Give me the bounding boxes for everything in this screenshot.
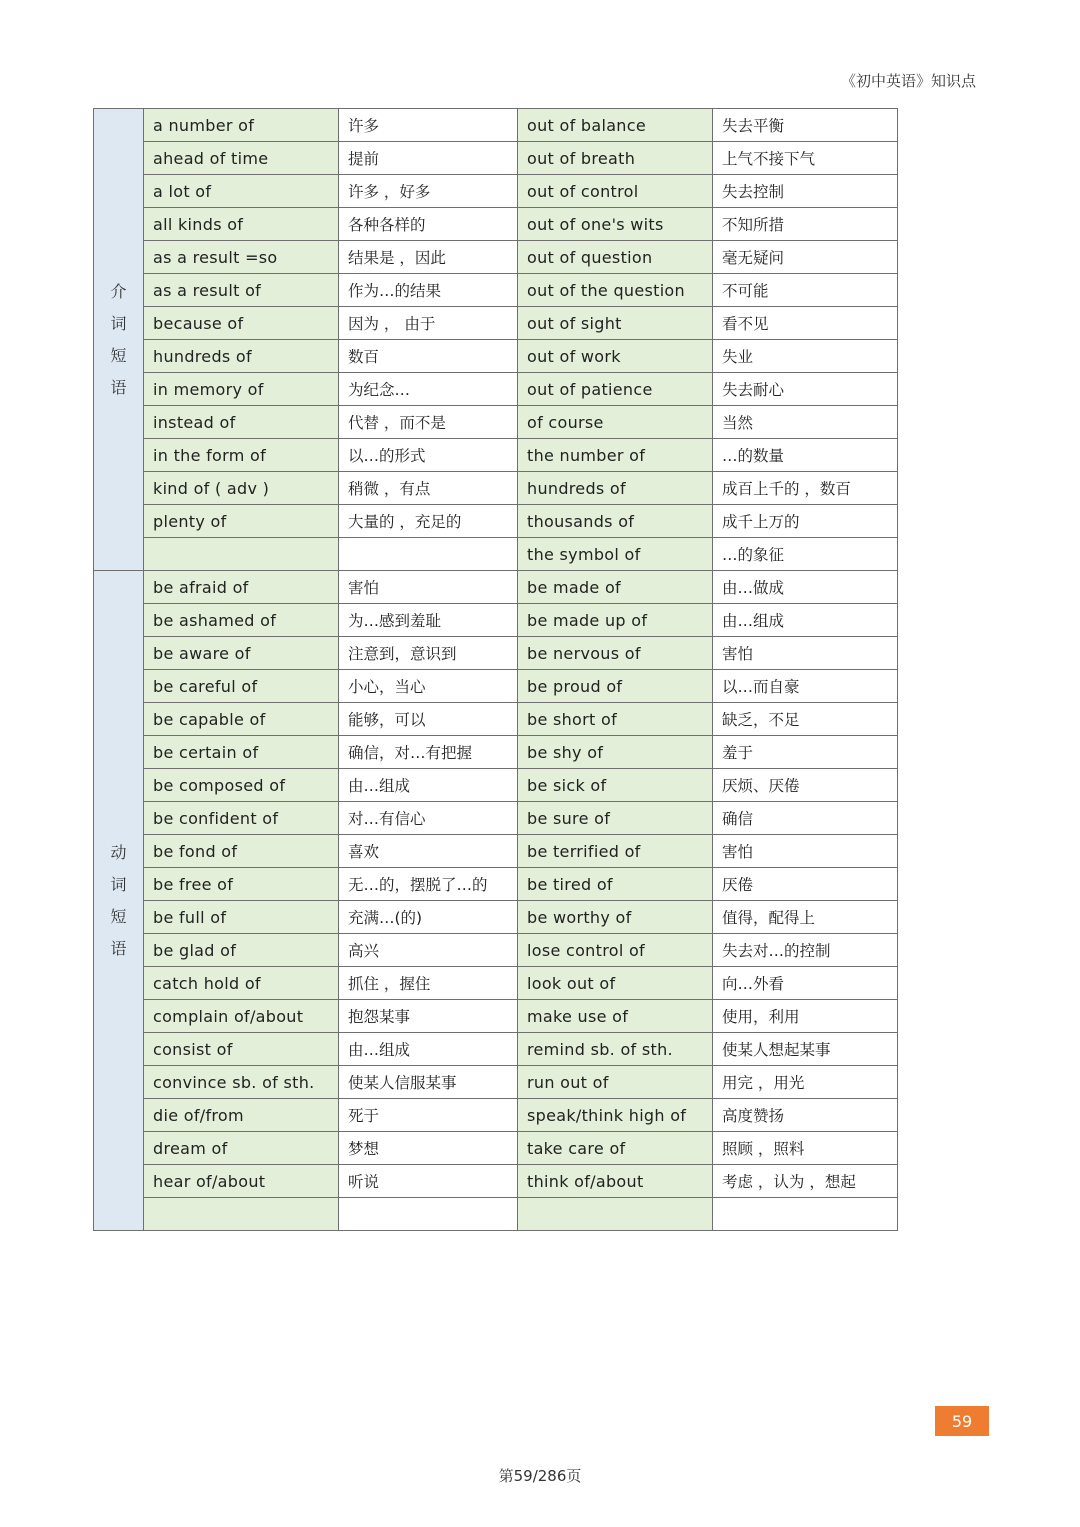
- phrase-left: be full of: [144, 901, 339, 934]
- phrase-right: out of patience: [518, 373, 713, 406]
- phrase-left: be glad of: [144, 934, 339, 967]
- meaning-left: 无…的，摆脱了…的: [339, 868, 518, 901]
- meaning-right: 由…做成: [713, 571, 898, 604]
- phrase-right: speak/think high of: [518, 1099, 713, 1132]
- meaning-right: 毫无疑问: [713, 241, 898, 274]
- table-row: [94, 505, 898, 538]
- vocabulary-table: [93, 108, 898, 1231]
- phrase-left: because of: [144, 307, 339, 340]
- meaning-right: 成百上千的 ，数百: [713, 472, 898, 505]
- meaning-left: 作为…的结果: [339, 274, 518, 307]
- meaning-left: 许多 ，好多: [339, 175, 518, 208]
- meaning-right: 高度赞扬: [713, 1099, 898, 1132]
- phrase-right: run out of: [518, 1066, 713, 1099]
- phrase-left: be fond of: [144, 835, 339, 868]
- meaning-right: 看不见: [713, 307, 898, 340]
- table-row: [94, 1099, 898, 1132]
- table-row: [94, 670, 898, 703]
- meaning-right: …的象征: [713, 538, 898, 571]
- table-row: [94, 736, 898, 769]
- phrase-right: out of the question: [518, 274, 713, 307]
- phrase-left: [144, 1198, 339, 1231]
- phrase-right: the number of: [518, 439, 713, 472]
- meaning-left: 许多: [339, 109, 518, 142]
- phrase-right: thousands of: [518, 505, 713, 538]
- meaning-right: 缺乏，不足: [713, 703, 898, 736]
- table-row: [94, 571, 898, 604]
- phrase-left: be ashamed of: [144, 604, 339, 637]
- table-row: [94, 274, 898, 307]
- table-row: [94, 175, 898, 208]
- meaning-left: 提前: [339, 142, 518, 175]
- phrase-right: be proud of: [518, 670, 713, 703]
- phrase-right: out of work: [518, 340, 713, 373]
- meaning-left: 害怕: [339, 571, 518, 604]
- table-row: [94, 1066, 898, 1099]
- meaning-right: 当然: [713, 406, 898, 439]
- phrase-left: be certain of: [144, 736, 339, 769]
- table-row: [94, 1000, 898, 1033]
- phrase-right: lose control of: [518, 934, 713, 967]
- phrase-right: out of balance: [518, 109, 713, 142]
- table-row: [94, 307, 898, 340]
- meaning-right: 成千上万的: [713, 505, 898, 538]
- meaning-left: 由…组成: [339, 1033, 518, 1066]
- meaning-right: 失业: [713, 340, 898, 373]
- meaning-right: 害怕: [713, 637, 898, 670]
- meaning-left: 结果是 ，因此: [339, 241, 518, 274]
- meaning-right: 不知所措: [713, 208, 898, 241]
- table-row: [94, 208, 898, 241]
- table-row: [94, 142, 898, 175]
- table-row: [94, 637, 898, 670]
- table-row: [94, 538, 898, 571]
- phrase-left: complain of/about: [144, 1000, 339, 1033]
- meaning-right: 使某人想起某事: [713, 1033, 898, 1066]
- table-row: [94, 373, 898, 406]
- phrase-right: be nervous of: [518, 637, 713, 670]
- table-row: [94, 241, 898, 274]
- phrase-left: in memory of: [144, 373, 339, 406]
- phrase-right: be sure of: [518, 802, 713, 835]
- meaning-right: 失去对…的控制: [713, 934, 898, 967]
- meaning-left: 梦想: [339, 1132, 518, 1165]
- phrase-right: look out of: [518, 967, 713, 1000]
- phrase-right: be sick of: [518, 769, 713, 802]
- phrase-right: hundreds of: [518, 472, 713, 505]
- meaning-right: 厌烦、厌倦: [713, 769, 898, 802]
- page-footer: 第59/286页: [498, 1467, 582, 1485]
- group-label-text: 动词短语: [110, 842, 127, 958]
- phrase-left: catch hold of: [144, 967, 339, 1000]
- meaning-left: 抱怨某事: [339, 1000, 518, 1033]
- phrase-right: take care of: [518, 1132, 713, 1165]
- meaning-left: 各种各样的: [339, 208, 518, 241]
- meaning-left: [339, 1198, 518, 1231]
- meaning-left: [339, 538, 518, 571]
- meaning-right: 以…而自豪: [713, 670, 898, 703]
- phrase-left: a lot of: [144, 175, 339, 208]
- phrase-left: ahead of time: [144, 142, 339, 175]
- phrase-right: make use of: [518, 1000, 713, 1033]
- phrase-right: out of sight: [518, 307, 713, 340]
- phrase-right: out of one's wits: [518, 208, 713, 241]
- meaning-left: 注意到，意识到: [339, 637, 518, 670]
- table-row: [94, 769, 898, 802]
- meaning-right: 失去控制: [713, 175, 898, 208]
- meaning-left: 对…有信心: [339, 802, 518, 835]
- meaning-left: 以…的形式: [339, 439, 518, 472]
- meaning-right: 考虑 ，认为 ，想起: [713, 1165, 898, 1198]
- meaning-left: 因为 ， 由于: [339, 307, 518, 340]
- meaning-left: 能够，可以: [339, 703, 518, 736]
- phrase-right: out of breath: [518, 142, 713, 175]
- meaning-left: 数百: [339, 340, 518, 373]
- phrase-right: be tired of: [518, 868, 713, 901]
- table-row: [94, 1198, 898, 1231]
- phrase-right: be short of: [518, 703, 713, 736]
- meaning-right: 确信: [713, 802, 898, 835]
- phrase-left: hundreds of: [144, 340, 339, 373]
- meaning-left: 抓住 ，握住: [339, 967, 518, 1000]
- phrase-left: plenty of: [144, 505, 339, 538]
- phrase-left: die of/from: [144, 1099, 339, 1132]
- phrase-right: be terrified of: [518, 835, 713, 868]
- phrase-left: consist of: [144, 1033, 339, 1066]
- meaning-left: 由…组成: [339, 769, 518, 802]
- meaning-right: 向…外看: [713, 967, 898, 1000]
- table-row: [94, 472, 898, 505]
- meaning-left: 喜欢: [339, 835, 518, 868]
- table-row: [94, 934, 898, 967]
- phrase-right: remind sb. of sth.: [518, 1033, 713, 1066]
- meaning-left: 确信，对…有把握: [339, 736, 518, 769]
- phrase-left: dream of: [144, 1132, 339, 1165]
- phrase-left: be confident of: [144, 802, 339, 835]
- meaning-left: 代替 ，而不是: [339, 406, 518, 439]
- verb-phrases-group-label: [94, 571, 144, 1231]
- phrase-left: be careful of: [144, 670, 339, 703]
- meaning-left: 稍微 ，有点: [339, 472, 518, 505]
- phrase-left: be capable of: [144, 703, 339, 736]
- meaning-left: 为纪念…: [339, 373, 518, 406]
- phrase-left: be aware of: [144, 637, 339, 670]
- table-row: [94, 868, 898, 901]
- phrase-right: think of/about: [518, 1165, 713, 1198]
- meaning-right: 失去平衡: [713, 109, 898, 142]
- phrase-left: as a result of: [144, 274, 339, 307]
- prepositional-phrases-group-label: [94, 109, 144, 571]
- phrase-left: in the form of: [144, 439, 339, 472]
- meaning-right: 上气不接下气: [713, 142, 898, 175]
- phrase-left: kind of ( adv ): [144, 472, 339, 505]
- meaning-left: 高兴: [339, 934, 518, 967]
- phrase-left: convince sb. of sth.: [144, 1066, 339, 1099]
- table-row: [94, 967, 898, 1000]
- phrase-right: be shy of: [518, 736, 713, 769]
- phrase-left: [144, 538, 339, 571]
- table-row: [94, 109, 898, 142]
- meaning-right: [713, 1198, 898, 1231]
- table-row: [94, 1165, 898, 1198]
- table-row: [94, 604, 898, 637]
- phrase-left: be afraid of: [144, 571, 339, 604]
- meaning-right: …的数量: [713, 439, 898, 472]
- phrase-left: be free of: [144, 868, 339, 901]
- meaning-left: 小心，当心: [339, 670, 518, 703]
- meaning-right: 失去耐心: [713, 373, 898, 406]
- meaning-left: 听说: [339, 1165, 518, 1198]
- meaning-left: 大量的 ，充足的: [339, 505, 518, 538]
- meaning-right: 照顾 ，照料: [713, 1132, 898, 1165]
- meaning-left: 死于: [339, 1099, 518, 1132]
- meaning-left: 为…感到羞耻: [339, 604, 518, 637]
- page-number-badge: 59: [935, 1406, 989, 1436]
- table-row: [94, 835, 898, 868]
- table-row: [94, 1033, 898, 1066]
- table-row: [94, 340, 898, 373]
- meaning-right: 值得，配得上: [713, 901, 898, 934]
- phrase-left: as a result =so: [144, 241, 339, 274]
- phrase-right: the symbol of: [518, 538, 713, 571]
- phrase-left: a number of: [144, 109, 339, 142]
- meaning-right: 使用，利用: [713, 1000, 898, 1033]
- table-row: [94, 703, 898, 736]
- meaning-left: 充满…(的): [339, 901, 518, 934]
- phrase-right: be made up of: [518, 604, 713, 637]
- phrase-right: [518, 1198, 713, 1231]
- phrase-right: be made of: [518, 571, 713, 604]
- phrase-right: out of control: [518, 175, 713, 208]
- table-row: [94, 406, 898, 439]
- table-row: [94, 439, 898, 472]
- table-row: [94, 901, 898, 934]
- meaning-right: 厌倦: [713, 868, 898, 901]
- book-title: 《初中英语》知识点: [840, 72, 976, 90]
- phrase-left: all kinds of: [144, 208, 339, 241]
- phrase-right: out of question: [518, 241, 713, 274]
- meaning-right: 不可能: [713, 274, 898, 307]
- group-label-text: 介词短语: [110, 281, 127, 397]
- meaning-right: 害怕: [713, 835, 898, 868]
- phrase-left: be composed of: [144, 769, 339, 802]
- phrase-left: hear of/about: [144, 1165, 339, 1198]
- table-row: [94, 802, 898, 835]
- phrase-right: be worthy of: [518, 901, 713, 934]
- meaning-left: 使某人信服某事: [339, 1066, 518, 1099]
- phrase-left: instead of: [144, 406, 339, 439]
- meaning-right: 用完 ，用光: [713, 1066, 898, 1099]
- meaning-right: 羞于: [713, 736, 898, 769]
- table-row: [94, 1132, 898, 1165]
- phrase-right: of course: [518, 406, 713, 439]
- meaning-right: 由…组成: [713, 604, 898, 637]
